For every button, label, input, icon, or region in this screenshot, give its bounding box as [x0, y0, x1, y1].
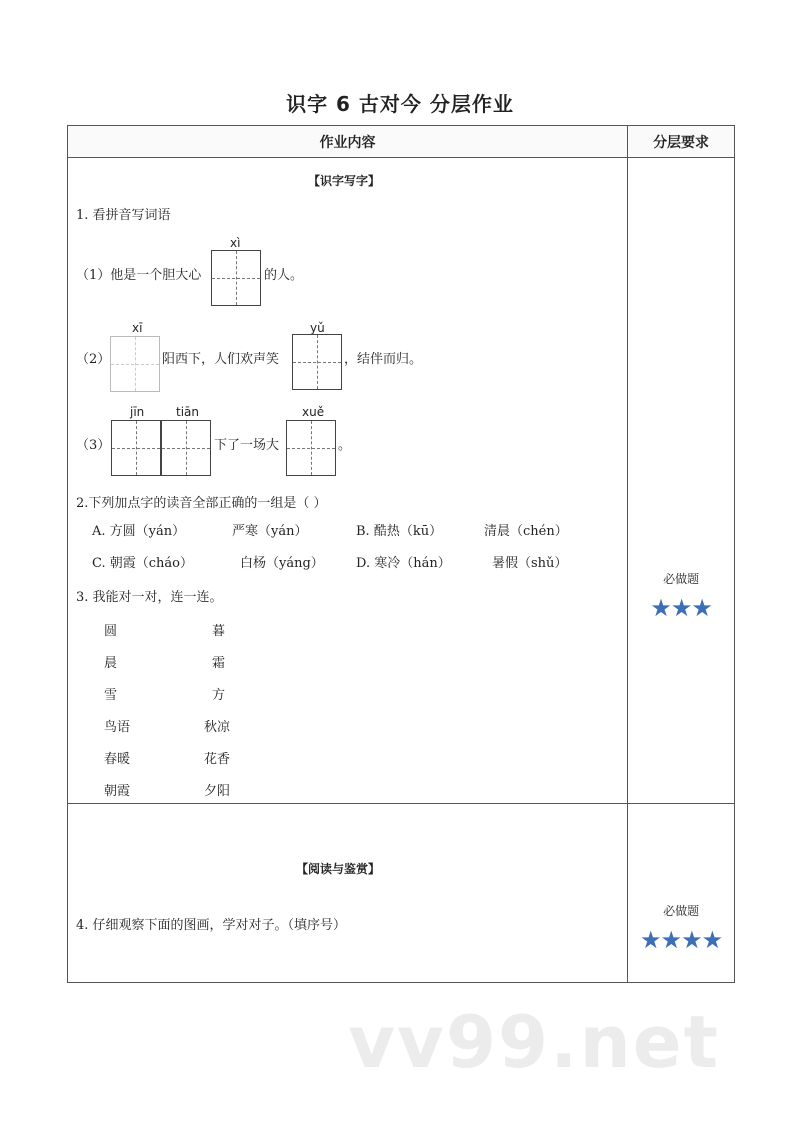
q1-s1-prefix: （1）他是一个胆大心: [76, 268, 202, 283]
q1-s2-pinyin-1: xī: [132, 321, 143, 335]
header-requirement: 分层要求: [628, 126, 735, 158]
q2-option-b1: B. 酷热（kū）: [356, 524, 443, 539]
literacy-requirement-cell: [628, 158, 735, 804]
q3-left-item[interactable]: 晨: [104, 656, 118, 671]
header-content: 作业内容: [68, 126, 628, 158]
star-rating-icon: ★★★★: [640, 926, 723, 954]
reading-content-cell: [68, 804, 628, 983]
literacy-content-cell: [68, 158, 628, 804]
q3-right-item[interactable]: 霜: [212, 656, 226, 671]
q1-s3-pinyin-2: tiān: [176, 405, 199, 419]
watermark: vv99.net: [348, 1000, 720, 1084]
table-row-reading: [68, 804, 735, 983]
writing-box[interactable]: [161, 420, 211, 476]
q1-s2-middle: 阳西下，人们欢声笑: [162, 352, 280, 367]
writing-box[interactable]: [286, 420, 336, 476]
q2-option-a2: 严寒（yán）: [232, 524, 308, 539]
section-heading-literacy: 【识字写字】: [308, 174, 381, 188]
q3-left-item[interactable]: 雪: [104, 688, 118, 703]
writing-box[interactable]: [211, 250, 261, 306]
q3-right-item[interactable]: 秋凉: [204, 720, 231, 735]
table-header-row: [68, 126, 735, 158]
q1-s2-pinyin-2: yǔ: [310, 321, 325, 335]
q3-left-item[interactable]: 鸟语: [104, 720, 131, 735]
q3-label: 3. 我能对一对，连一连。: [76, 590, 223, 605]
homework-table: [67, 125, 735, 983]
q3-left-item[interactable]: 朝霞: [104, 784, 131, 799]
q1-s2-suffix: ，结伴而归。: [344, 352, 423, 367]
q1-s3-pinyin-3: xuě: [302, 405, 325, 419]
q1-s3-middle: 下了一场大: [214, 438, 280, 453]
q3-right-item[interactable]: 暮: [212, 624, 226, 639]
q2-option-c2: 白杨（yáng）: [240, 556, 324, 571]
writing-box[interactable]: [110, 336, 160, 392]
writing-box[interactable]: [111, 420, 161, 476]
table-row-literacy: [68, 158, 735, 804]
q1-s1-pinyin: xì: [230, 236, 241, 250]
section-heading-reading: 【阅读与鉴赏】: [296, 862, 381, 876]
q2-option-c1: C. 朝霞（cháo）: [92, 556, 193, 571]
q3-left-item[interactable]: 春暖: [104, 752, 131, 767]
q1-s2-prefix: （2）: [76, 352, 111, 367]
star-rating-icon: ★★★: [650, 594, 712, 622]
q3-right-item[interactable]: 花香: [204, 752, 231, 767]
q2-label: 2.下列加点字的读音全部正确的一组是（ ）: [76, 496, 327, 511]
q1-label: 1. 看拼音写词语: [76, 208, 171, 223]
reading-requirement-cell: [628, 804, 735, 983]
page-title: 识字 6 古对今 分层作业: [286, 92, 514, 116]
writing-box[interactable]: [292, 334, 342, 390]
q1-s3-prefix: （3）: [76, 438, 111, 453]
q1-s3-pinyin-1: jīn: [130, 405, 145, 419]
q3-right-item[interactable]: 方: [212, 688, 226, 703]
required-label: 必做题: [663, 572, 700, 586]
q2-option-d2: 暑假（shǔ）: [492, 556, 568, 571]
q3-left-item[interactable]: 圆: [104, 624, 118, 639]
q1-s3-suffix: 。: [338, 438, 352, 453]
q4-label: 4. 仔细观察下面的图画，学对对子。（填序号）: [76, 918, 347, 933]
q2-option-b2: 清晨（chén）: [484, 524, 568, 539]
required-label: 必做题: [663, 904, 700, 918]
q1-s1-suffix: 的人。: [264, 268, 304, 283]
q3-right-item[interactable]: 夕阳: [204, 784, 231, 799]
q2-option-d1: D. 寒冷（hán）: [356, 556, 451, 571]
q2-option-a1: A. 方圆（yán）: [92, 524, 186, 539]
